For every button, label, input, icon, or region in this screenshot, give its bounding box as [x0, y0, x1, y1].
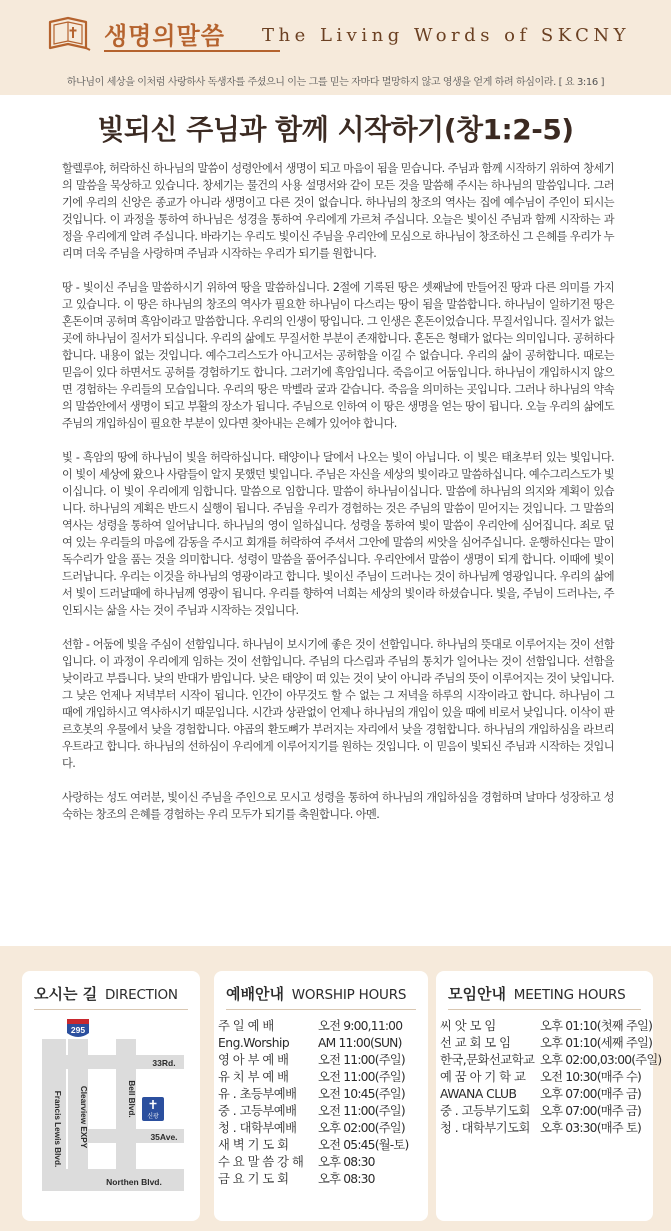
- schedule-name: 수 요 말 씀 강 해: [218, 1155, 304, 1169]
- schedule-time: 오후 08:30: [318, 1155, 375, 1169]
- schedule-row: [218, 1018, 409, 1035]
- footer: [0, 946, 671, 1231]
- worship-box: [214, 971, 428, 1221]
- logo: [46, 10, 286, 60]
- schedule-time: 오전 10:30(매주 수): [540, 1070, 642, 1084]
- english-title: The Living Words of SKCNY: [262, 25, 631, 46]
- schedule-name: 중 . 고등부기도회: [440, 1104, 530, 1118]
- logo-title: 생명의말씀: [104, 22, 225, 50]
- schedule-row: [218, 1154, 409, 1171]
- schedule-row: [440, 1052, 661, 1069]
- meeting-title-ko: 모임안내: [448, 985, 506, 1003]
- schedule-name: 예 꿈 아 기 학 교: [440, 1070, 526, 1084]
- schedule-time: 오후 01:10(세째 주일): [540, 1036, 653, 1050]
- schedule-name: Eng.Worship: [218, 1036, 290, 1050]
- meeting-box: [436, 971, 662, 1221]
- schedule-row: [218, 1137, 409, 1154]
- schedule-time: AM 11:00(SUN): [318, 1036, 402, 1050]
- schedule-row: [218, 1171, 409, 1188]
- schedule-time: 오후 07:00(매주 금): [540, 1087, 642, 1101]
- schedule-time: 오전 10:45(주일): [318, 1087, 405, 1101]
- schedule-row: [218, 1035, 409, 1052]
- church-marker-icon: [142, 1097, 164, 1121]
- label-clearview: Clearview EXPY: [79, 1085, 88, 1149]
- header-verse: 하나님이 세상을 이처럼 사랑하사 독생자를 주셨으니 이는 그를 믿는 자마다 멸망하지 않고 영생을 얻게 하려 하심이라. [ 요 3:16 ]: [66, 77, 605, 88]
- direction-title: [34, 983, 178, 1004]
- schedule-time: 오후 03:30(매주 토): [540, 1121, 642, 1135]
- label-francis: Francis Lewis Blvd.: [53, 1090, 62, 1168]
- schedule-row: [440, 1086, 661, 1103]
- direction-map: [34, 1019, 192, 1214]
- map-svg: [34, 1019, 192, 1214]
- schedule-time: 오전 11:00(주일): [318, 1053, 405, 1067]
- sermon-paragraph: 선함 - 어둠에 빛을 주심이 선함입니다. 하나님이 보시기에 좋은 것이 선함입니다. 하나님의 뜻대로 이루어지는 것이 선함입니다. 이 과정이 우리에게 임하는 것이 선함입니다. 주님의 다스림과 주님의 통치가 일어나는 것이 선함입니다. 선함을 낮이라고 부릅니다. 낮의 반대가 밤입니다. 낮은 태양이 떠 있는 것이 낮이 아니라 주님의 뜻이 이루어지는 것이 낮입니다. 그 낮은 언제나 저녁부터 시작이 됩니다. 인간이 아무것도 할 수 없는 그 저녁을 하루의 시작이라고 합니다. 하나님이 그 때에 개입하시고 역사하시기 때문입니다. 시간과 상관없이 언제나 하나님의 개입이 있을 때에 비로서 낮입니다. 이삭이 판 르호봇의 우물에서 낮을 경험합니다. 야곱의 환도뼈가 부러지는 자리에서 낮을 경험합니다. 하나님의 개입하심을 라브리우트라고 합니다. 하나님의 선하심이 우리에게 이루어지기를 원하는 것입니다. 이 믿음이 빛되신 주님과 시작하는 것입니다.: [62, 638, 614, 770]
- schedule-time: 오전 11:00(주일): [318, 1070, 405, 1084]
- schedule-name: 청 . 대학부예배: [218, 1121, 297, 1135]
- schedule-row: [218, 1120, 409, 1137]
- meeting-title: [448, 983, 626, 1004]
- schedule-time: 오전 11:00(주일): [318, 1104, 405, 1118]
- schedule-name: 중 . 고등부예배: [218, 1104, 297, 1118]
- schedule-row: [218, 1103, 409, 1120]
- divider: [226, 1009, 416, 1010]
- sermon-body: [62, 160, 614, 840]
- logo-underline: [104, 50, 280, 52]
- schedule-name: 금 요 기 도 회: [218, 1172, 289, 1186]
- schedule-row: [440, 1120, 661, 1137]
- meeting-title-en: MEETING HOURS: [513, 987, 626, 1003]
- schedule-name: 주 일 예 배: [218, 1019, 274, 1033]
- sermon-paragraph: 사랑하는 성도 여러분, 빛이신 주님을 주인으로 모시고 성령을 통하여 하나님의 개입하심을 경험하며 날마다 성장하고 성숙하는 창조의 은혜를 경험하는 우리 모두가 되기를 축원합니다. 아멘.: [62, 791, 614, 821]
- sermon-title: 빛되신 주님과 함께 시작하기(창1:2-5): [97, 113, 574, 146]
- schedule-row: [440, 1018, 661, 1035]
- schedule-name: AWANA CLUB: [440, 1087, 517, 1101]
- schedule-time: 오후 07:00(매주 금): [540, 1104, 642, 1118]
- highway-number: 295: [70, 1025, 86, 1035]
- meeting-schedule: [440, 1018, 661, 1137]
- direction-title-en: DIRECTION: [104, 987, 178, 1003]
- schedule-row: [218, 1052, 409, 1069]
- bible-icon: [46, 14, 94, 54]
- schedule-name: 유 치 부 예 배: [218, 1070, 289, 1084]
- schedule-name: 새 벽 기 도 회: [218, 1138, 289, 1152]
- schedule-row: [218, 1069, 409, 1086]
- schedule-time: 오전 9:00,11:00: [318, 1019, 403, 1033]
- schedule-name: 유 . 초등부예배: [218, 1087, 297, 1101]
- direction-box: [22, 971, 200, 1221]
- divider: [448, 1009, 641, 1010]
- label-bell: Bell Blvd.: [127, 1080, 136, 1118]
- schedule-time: 오후 01:10(첫째 주일): [540, 1019, 653, 1033]
- label-northern: Northen Blvd.: [106, 1177, 162, 1187]
- divider: [34, 1009, 188, 1010]
- worship-title-ko: 예배안내: [226, 985, 284, 1003]
- schedule-name: 한국,문화선교학교: [440, 1053, 535, 1067]
- schedule-name: 선 교 회 모 임: [440, 1036, 511, 1050]
- schedule-time: 오후 08:30: [318, 1172, 375, 1186]
- schedule-time: 오후 02:00(주일): [318, 1121, 405, 1135]
- worship-title: [226, 983, 406, 1004]
- church-mark-text: 신광: [147, 1113, 159, 1120]
- schedule-time: 오후 02:00,03:00(주일): [540, 1053, 662, 1067]
- highway-shield-icon: [67, 1019, 89, 1037]
- schedule-name: 영 아 부 예 배: [218, 1053, 289, 1067]
- worship-schedule: [218, 1018, 409, 1188]
- schedule-time: 오전 05:45(월-토): [318, 1138, 409, 1152]
- label-33rd: 33Rd.: [152, 1058, 176, 1068]
- schedule-row: [440, 1035, 661, 1052]
- schedule-row: [218, 1086, 409, 1103]
- sermon-paragraph: 할렐루야, 허락하신 하나님의 말씀이 성령안에서 생명이 되고 마음이 됨을 믿습니다. 주님과 함께 시작하기 위하여 창세기의 말씀을 묵상하고 있습니다. 창세기는 물건의 사용 설명서와 같이 모든 것을 말씀해 주시는 하나님의 말씀입니다. 그러기에 우리의 신앙은 종교가 아니라 생명이고 다른 것이 없습니다. 하나님의 창조의 역사는 집에 예수님이 주인이 되시는 것입니다. 이 과정을 통하여 하나님은 성경을 통하여 우리에게 가르쳐 주십니다. 오늘은 빛이신 주님과 함께 시작하는 과정을 우리에게 알려 주십니다. 바라기는 우리도 빛이신 주님을 우리안에 모심으로 하나님이 창조하신 그 은혜를 우리가 누리며 더욱 주님을 사랑하며 주님과 시작하는 우리가 되기를 원합니다.: [62, 162, 614, 260]
- direction-title-ko: 오시는 길: [34, 985, 98, 1003]
- sermon-paragraph: 땅 - 빛이신 주님을 말씀하시기 위하여 땅을 말씀하십니다. 2절에 기록된 땅은 셋째날에 만들어진 땅과 다른 의미를 가지고 있습니다. 이 땅은 하나님의 창조의 역사가 필요한 하나님이 다스리는 땅이 됨을 말씀합니다. 하나님이 일하기전 땅은 혼돈이며 공허며 흑암이라고 말씀합니다. 우리의 인생이 땅입니다. 그 인생은 혼돈이었습니다. 무질서입니다. 질서가 없는 곳에 하나님이 질서가 되십니다. 우리의 삶에도 무질서한 부분이 존재합니다. 혼돈은 형태가 없다는 의미입니다. 공허하다 합니다. 내용이 없는 것입니다. 예수그리스도가 아니고서는 공허함을 이길 수 없습니다. 우리의 삶이 공허합니다. 때로는 믿음이 있다 하면서도 공허를 경험하기도 합니다. 그러기에 흑암입니다. 죽음이고 어둠입니다. 하나님이 개입하시지 않으면 경험하는 우리들의 모습입니다. 우리의 땅은 막벨라 굴과 같습니다. 죽음을 의미하는 곳입니다. 그러나 하나님의 약속의 말씀안에서 생명이 되고 부활의 장소가 됩니다. 주님으로 인하여 이 땅은 생명을 얻는 땅이 됩니다. 오늘 우리의 삶에도 주님의 개입하심이 필요한 부분이 있다면 찾아내는 은혜가 있어야 합니다.: [62, 281, 614, 430]
- schedule-row: [440, 1103, 661, 1120]
- header: [0, 0, 671, 95]
- label-35ave: 35Ave.: [150, 1132, 178, 1142]
- schedule-name: 청 . 대학부기도회: [440, 1121, 530, 1135]
- schedule-name: 씨 앗 모 임: [440, 1019, 496, 1033]
- sermon-paragraph: 빛 - 흑암의 땅에 하나님이 빛을 허락하십니다. 태양이나 달에서 나오는 빛이 아닙니다. 이 빛은 태초부터 있는 빛입니다. 이 빛이 세상에 왔으나 사람들이 알지 못했던 빛입니다. 주님은 자신을 세상의 빛이라고 말씀하십니다. 예수그리스도가 빛이십니다. 이 빛이 우리에게 임합니다. 말씀으로 임합니다. 말씀이 하나님이십니다. 말씀에 하나님의 의지와 계획이 있습니다. 하나님의 계획은 반드시 실행이 됩니다. 주님을 우리가 경험하는 것은 주님의 말씀이 믿어지는 것입니다. 그 말씀의 역사는 성령을 통하여 일어납니다. 하나님의 영이 일하십니다. 성령을 통하여 빛이 말씀이 우리안에 심어집니다. 죄로 덮여 있는 우리들의 마음에 감동을 주시고 회개를 허락하여 주셔서 그안에 말씀의 씨앗을 심어주십니다. 운행하신다는 말이 독수리가 알을 품는 것을 의미합니다. 성령이 말씀을 품어주십니다. 우리안에서 말씀이 생명이 되게 합니다. 이때에 빛이 드러납니다. 우리는 이것을 하나님의 영광이라고 합니다. 빛이신 주님이 드러나는 것이 하나님께 영광입니다. 우리의 삶에서 빛이 드러날때에 하나님께 영광이 됩니다. 우리를 향하여 너희는 세상의 빛이라 하셨습니다. 빛을, 주님이 드러나는, 주인되시는 삶을 사는 것이 주님과 시작하는 것입니다.: [62, 451, 614, 617]
- worship-title-en: WORSHIP HOURS: [291, 987, 407, 1003]
- schedule-row: [440, 1069, 661, 1086]
